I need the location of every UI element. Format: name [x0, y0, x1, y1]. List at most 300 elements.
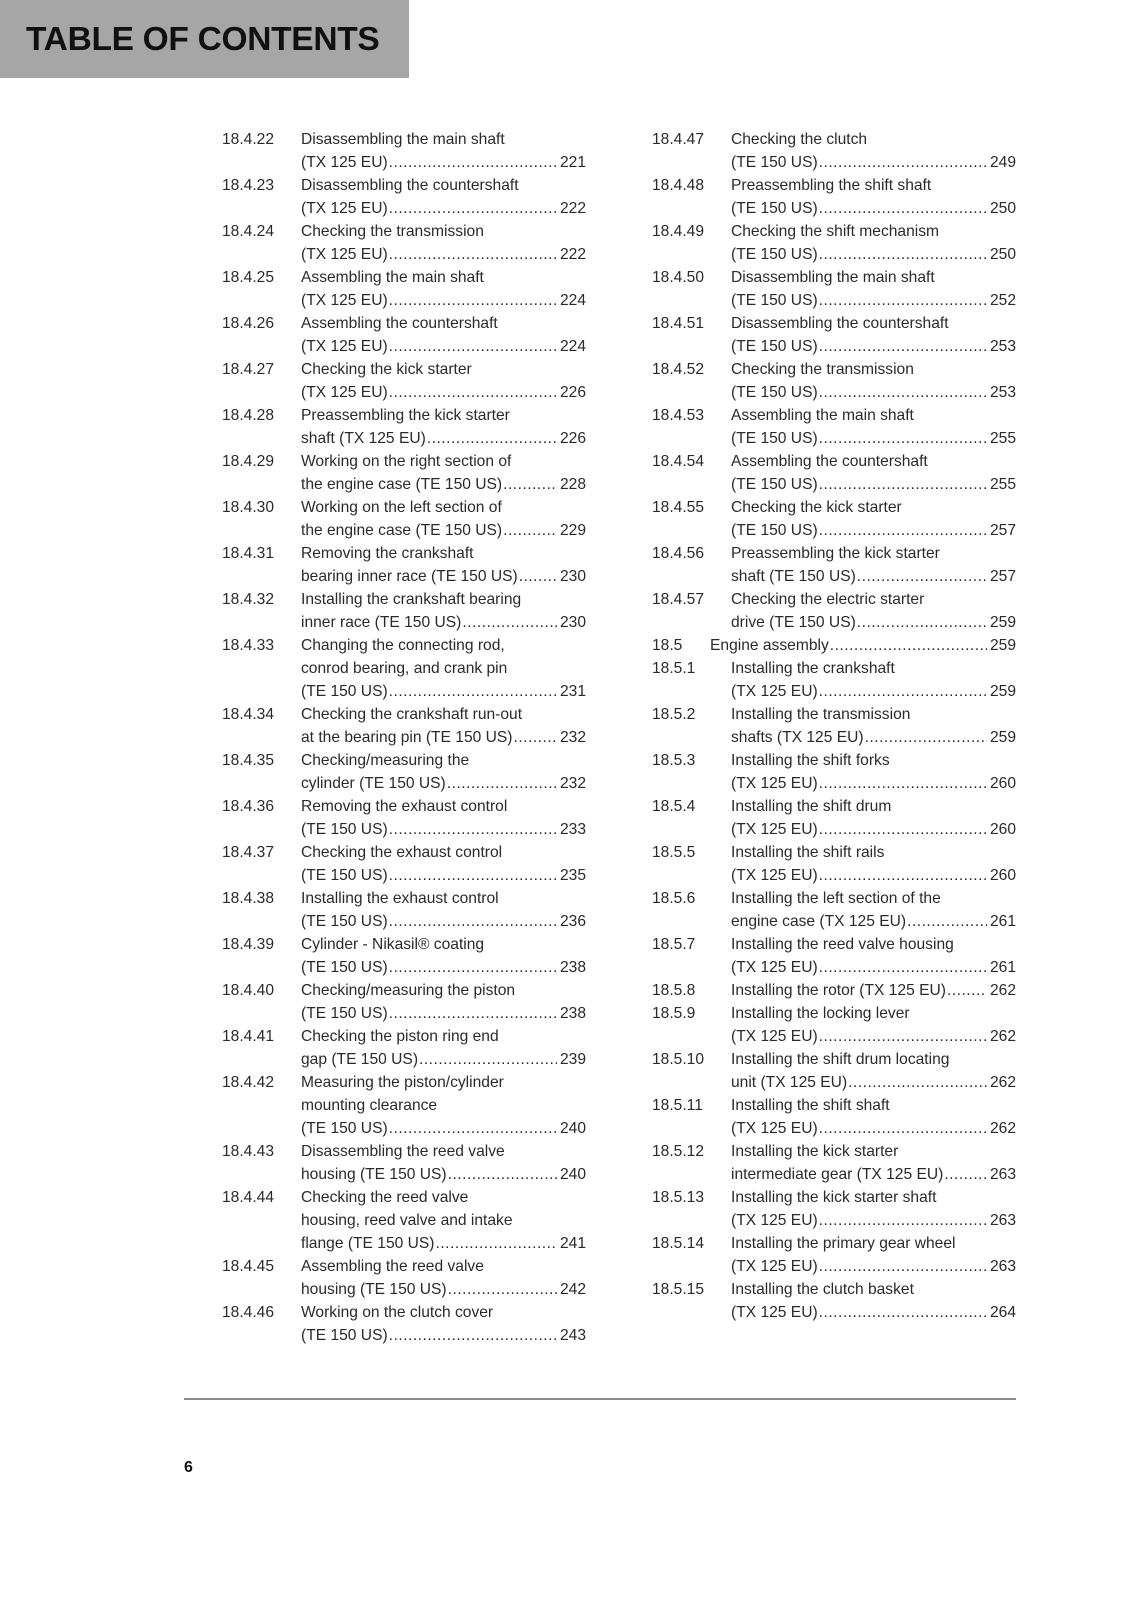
toc-entry[interactable]: [222, 1140, 586, 1186]
page-reference[interactable]: 250: [989, 200, 1016, 217]
entry-title-line: [731, 680, 1016, 703]
toc-entry[interactable]: [222, 404, 586, 450]
dot-leader: [865, 726, 987, 749]
dot-leader: [819, 1117, 987, 1140]
entry-title-line: [301, 128, 586, 151]
title-text: (TE 150 US): [731, 384, 818, 401]
dot-leader: [389, 864, 557, 887]
dot-leader: [389, 910, 557, 933]
page-reference[interactable]: 238: [559, 1005, 586, 1022]
toc-entry[interactable]: [652, 1140, 1016, 1186]
entry-title-line: [731, 864, 1016, 887]
entry-title: [731, 1094, 1016, 1140]
toc-entry[interactable]: [222, 634, 586, 703]
entry-title: [301, 887, 586, 933]
title-text: Checking the kick starter: [301, 361, 472, 378]
title-text: Assembling the main shaft: [301, 269, 484, 286]
page-reference[interactable]: 259: [989, 614, 1016, 631]
page-reference[interactable]: 263: [989, 1258, 1016, 1275]
section-number: 18.4.27: [222, 361, 275, 378]
dot-leader: [819, 381, 987, 404]
section-number: 18.4.25: [222, 269, 275, 286]
title-text: Assembling the reed valve: [301, 1258, 484, 1275]
entry-title-line: [731, 266, 1016, 289]
title-text: cylinder (TE 150 US): [301, 775, 446, 792]
title-text: (TE 150 US): [731, 476, 818, 493]
title-text: (TE 150 US): [731, 154, 818, 171]
page-reference[interactable]: 259: [989, 729, 1016, 746]
dot-leader: [848, 1071, 987, 1094]
title-text: Removing the exhaust control: [301, 798, 508, 815]
entry-title-line: [301, 404, 586, 427]
section-number: 18.4.55: [652, 499, 705, 516]
entry-title-line: [731, 1278, 1016, 1301]
title-text: Installing the shift drum: [731, 798, 892, 815]
dot-leader: [435, 1232, 556, 1255]
page-reference[interactable]: 260: [989, 775, 1016, 792]
page-reference[interactable]: 228: [559, 476, 586, 493]
title-text: (TX 125 EU): [731, 1258, 818, 1275]
toc-entry[interactable]: [222, 358, 586, 404]
toc-entry[interactable]: [652, 933, 1016, 979]
title-text: Preassembling the kick starter: [301, 407, 510, 424]
entry-title: [731, 404, 1016, 450]
toc-entry[interactable]: [652, 1002, 1016, 1048]
dot-leader: [819, 151, 987, 174]
entry-title-line: [301, 174, 586, 197]
page-reference[interactable]: 261: [989, 913, 1016, 930]
section-number: 18.4.43: [222, 1143, 275, 1160]
page-reference[interactable]: 232: [559, 775, 586, 792]
toc-column-left: [222, 128, 586, 1347]
entry-title-line: [731, 703, 1016, 726]
title-text: Checking/measuring the: [301, 752, 470, 769]
section-number: 18.4.47: [652, 131, 705, 148]
toc-entry[interactable]: [222, 795, 586, 841]
entry-title: [301, 404, 586, 450]
toc-entry[interactable]: [652, 1094, 1016, 1140]
page-reference[interactable]: 240: [559, 1120, 586, 1137]
section-number: 18.4.54: [652, 453, 705, 470]
page-reference[interactable]: 262: [989, 1028, 1016, 1045]
entry-title-line: [731, 818, 1016, 841]
dot-leader: [819, 864, 987, 887]
entry-title-line: [301, 1209, 586, 1232]
page-number: 6: [184, 1459, 193, 1476]
toc-section-entry[interactable]: [652, 634, 1016, 657]
title-text: Removing the crankshaft: [301, 545, 474, 562]
title-text: drive (TE 150 US): [731, 614, 856, 631]
dot-leader: [389, 956, 557, 979]
entry-title: [710, 634, 1016, 657]
toc-entry[interactable]: [222, 1255, 586, 1301]
title-text: (TE 150 US): [731, 522, 818, 539]
dot-leader: [427, 427, 557, 450]
page-reference[interactable]: 262: [989, 982, 1016, 999]
toc-entry[interactable]: [222, 841, 586, 887]
toc-entry[interactable]: [652, 749, 1016, 795]
page-reference[interactable]: 261: [989, 959, 1016, 976]
toc-entry[interactable]: [652, 220, 1016, 266]
entry-title-line: [731, 1301, 1016, 1324]
section-number: 18.5: [652, 637, 683, 654]
page-reference[interactable]: 230: [559, 614, 586, 631]
page-reference[interactable]: 260: [989, 867, 1016, 884]
entry-title-line: [301, 1094, 586, 1117]
entry-title-line: [301, 1048, 586, 1071]
section-number: 18.4.46: [222, 1304, 275, 1321]
toc-entry[interactable]: [652, 588, 1016, 634]
entry-title-line: [731, 243, 1016, 266]
page-reference[interactable]: 230: [559, 568, 586, 585]
toc-entry[interactable]: [222, 220, 586, 266]
entry-title: [731, 749, 1016, 795]
title-text: Checking the reed valve: [301, 1189, 469, 1206]
section-number: 18.4.37: [222, 844, 275, 861]
section-number: 18.4.22: [222, 131, 275, 148]
page-reference[interactable]: 241: [559, 1235, 586, 1252]
title-text: Installing the transmission: [731, 706, 911, 723]
title-text: Cylinder - Nikasil® coating: [301, 936, 485, 953]
dot-leader: [389, 151, 557, 174]
page-reference[interactable]: 221: [559, 154, 586, 171]
entry-title: [731, 795, 1016, 841]
toc-entry[interactable]: [652, 450, 1016, 496]
entry-title-line: [301, 358, 586, 381]
section-number: 18.4.50: [652, 269, 705, 286]
title-text: Installing the kick starter: [731, 1143, 899, 1160]
toc-entry[interactable]: [222, 1186, 586, 1255]
title-text: Engine assembly: [710, 637, 829, 654]
toc-entry[interactable]: [222, 450, 586, 496]
entry-title-line: [731, 1117, 1016, 1140]
title-text: housing (TE 150 US): [301, 1166, 447, 1183]
entry-title-line: [731, 611, 1016, 634]
entry-title: [731, 887, 1016, 933]
page-reference[interactable]: 253: [989, 384, 1016, 401]
title-text: (TX 125 EU): [731, 775, 818, 792]
section-number: 18.4.24: [222, 223, 275, 240]
title-text: (TE 150 US): [731, 338, 818, 355]
entry-title-line: [301, 657, 586, 680]
entry-title-line: [731, 174, 1016, 197]
entry-title-line: [301, 243, 586, 266]
section-number: 18.4.48: [652, 177, 705, 194]
page-reference[interactable]: 257: [989, 522, 1016, 539]
page-reference[interactable]: 250: [989, 246, 1016, 263]
toc-entry[interactable]: [222, 703, 586, 749]
section-number: 18.5.14: [652, 1235, 705, 1252]
page-reference[interactable]: 252: [989, 292, 1016, 309]
toc-entry[interactable]: [652, 496, 1016, 542]
page-reference[interactable]: 229: [559, 522, 586, 539]
entry-title: [301, 266, 586, 312]
entry-title-line: [301, 496, 586, 519]
toc-entry[interactable]: [222, 542, 586, 588]
section-number: 18.4.42: [222, 1074, 275, 1091]
entry-title: [301, 1025, 586, 1071]
title-text: Disassembling the countershaft: [301, 177, 519, 194]
entry-title-line: [731, 496, 1016, 519]
section-number: 18.4.23: [222, 177, 275, 194]
entry-title: [301, 128, 586, 174]
toc-entry[interactable]: [652, 795, 1016, 841]
section-number: 18.4.39: [222, 936, 275, 953]
page-reference[interactable]: 222: [559, 246, 586, 263]
section-number: 18.5.7: [652, 936, 696, 953]
dot-leader: [448, 1163, 557, 1186]
entry-title-line: [301, 726, 586, 749]
toc-entry[interactable]: [222, 266, 586, 312]
toc-entry[interactable]: [652, 128, 1016, 174]
entry-title-line: [301, 703, 586, 726]
title-text: Installing the clutch basket: [731, 1281, 914, 1298]
title-text: (TE 150 US): [301, 1327, 388, 1344]
section-number: 18.4.36: [222, 798, 275, 815]
page-reference[interactable]: 226: [559, 430, 586, 447]
title-text: (TX 125 EU): [731, 821, 818, 838]
title-text: (TX 125 EU): [301, 292, 388, 309]
entry-title-line: [731, 795, 1016, 818]
entry-title-line: [301, 1163, 586, 1186]
title-text: Preassembling the kick starter: [731, 545, 940, 562]
title-text: (TX 125 EU): [731, 867, 818, 884]
entry-title: [731, 496, 1016, 542]
toc-entry[interactable]: [222, 128, 586, 174]
title-text: Measuring the piston/cylinder: [301, 1074, 504, 1091]
toc-entry[interactable]: [652, 703, 1016, 749]
page-reference[interactable]: 243: [559, 1327, 586, 1344]
entry-title: [301, 1301, 586, 1347]
entry-title-line: [301, 979, 586, 1002]
entry-title: [301, 841, 586, 887]
section-number: 18.5.1: [652, 660, 696, 677]
section-number: 18.4.52: [652, 361, 705, 378]
title-text: Installing the reed valve housing: [731, 936, 954, 953]
toc-entry[interactable]: [652, 841, 1016, 887]
page-reference[interactable]: 240: [559, 1166, 586, 1183]
dot-leader: [503, 473, 557, 496]
page-reference[interactable]: 239: [559, 1051, 586, 1068]
entry-title-line: [731, 381, 1016, 404]
toc-entry[interactable]: [222, 749, 586, 795]
entry-title-line: [731, 358, 1016, 381]
entry-title: [731, 979, 1016, 1002]
page-reference[interactable]: 259: [989, 683, 1016, 700]
page-reference[interactable]: 236: [559, 913, 586, 930]
entry-title: [731, 312, 1016, 358]
toc-entry[interactable]: [652, 312, 1016, 358]
entry-title-line: [731, 1232, 1016, 1255]
entry-title: [731, 588, 1016, 634]
entry-title: [301, 588, 586, 634]
entry-title-line: [301, 1324, 586, 1347]
toc-entry[interactable]: [652, 404, 1016, 450]
page-reference[interactable]: 264: [989, 1304, 1016, 1321]
entry-title: [301, 1071, 586, 1140]
toc-entry[interactable]: [652, 657, 1016, 703]
title-text: mounting clearance: [301, 1097, 438, 1114]
dot-leader: [819, 473, 987, 496]
title-text: Checking the piston ring end: [301, 1028, 499, 1045]
title-text: shafts (TX 125 EU): [731, 729, 864, 746]
title-text: flange (TE 150 US): [301, 1235, 435, 1252]
page-reference[interactable]: 255: [989, 476, 1016, 493]
section-number: 18.5.5: [652, 844, 696, 861]
toc-entry[interactable]: [652, 266, 1016, 312]
title-text: (TE 150 US): [731, 292, 818, 309]
section-number: 18.4.30: [222, 499, 275, 516]
title-text: Installing the exhaust control: [301, 890, 499, 907]
page-reference[interactable]: 249: [989, 154, 1016, 171]
page-reference[interactable]: 262: [989, 1074, 1016, 1091]
entry-title-line: [301, 542, 586, 565]
toc-entry[interactable]: [652, 1278, 1016, 1324]
toc-entry[interactable]: [652, 358, 1016, 404]
page-reference[interactable]: 235: [559, 867, 586, 884]
entry-title: [731, 1002, 1016, 1048]
title-text: Installing the shift forks: [731, 752, 890, 769]
entry-title: [301, 979, 586, 1025]
toc-entry[interactable]: [222, 933, 586, 979]
toc-entry[interactable]: [222, 588, 586, 634]
toc-entry[interactable]: [222, 1071, 586, 1140]
toc-entry[interactable]: [222, 1301, 586, 1347]
entry-title-line: [731, 1094, 1016, 1117]
entry-title: [301, 1186, 586, 1255]
entry-title-line: [731, 542, 1016, 565]
title-text: shaft (TE 150 US): [731, 568, 856, 585]
toc-entry[interactable]: [222, 312, 586, 358]
entry-title: [301, 312, 586, 358]
page-reference[interactable]: 257: [989, 568, 1016, 585]
entry-title: [731, 220, 1016, 266]
toc-entry[interactable]: [652, 174, 1016, 220]
toc-entry[interactable]: [222, 887, 586, 933]
header-band: [0, 0, 409, 78]
page-reference[interactable]: 232: [559, 729, 586, 746]
title-text: (TE 150 US): [731, 430, 818, 447]
title-text: Checking the crankshaft run-out: [301, 706, 523, 723]
title-text: Checking/measuring the piston: [301, 982, 516, 999]
section-number: 18.4.49: [652, 223, 705, 240]
dot-leader: [389, 243, 557, 266]
page-reference[interactable]: 222: [559, 200, 586, 217]
title-text: (TX 125 EU): [731, 959, 818, 976]
footer-divider: [184, 1398, 1016, 1400]
page-reference[interactable]: 263: [989, 1166, 1016, 1183]
page-reference[interactable]: 255: [989, 430, 1016, 447]
entry-title: [731, 1278, 1016, 1324]
toc-entry[interactable]: [222, 979, 586, 1025]
section-number: 18.5.3: [652, 752, 696, 769]
title-text: Installing the shift rails: [731, 844, 885, 861]
title-text: Installing the crankshaft bearing: [301, 591, 522, 608]
page-reference[interactable]: 259: [989, 637, 1016, 654]
page-reference[interactable]: 238: [559, 959, 586, 976]
page-reference[interactable]: 253: [989, 338, 1016, 355]
dot-leader: [819, 335, 987, 358]
entry-title-line: [301, 956, 586, 979]
section-number: 18.4.53: [652, 407, 705, 424]
entry-title: [301, 220, 586, 266]
title-text: (TX 125 EU): [731, 1028, 818, 1045]
entry-title-line: [731, 933, 1016, 956]
toc-entry[interactable]: [652, 1232, 1016, 1278]
page-reference[interactable]: 226: [559, 384, 586, 401]
section-number: 18.5.8: [652, 982, 696, 999]
entry-title-line: [731, 588, 1016, 611]
entry-title-line: [301, 1002, 586, 1025]
entry-title-line: [731, 1186, 1016, 1209]
entry-title-line: [731, 450, 1016, 473]
toc-entry[interactable]: [652, 887, 1016, 933]
entry-title-line: [710, 634, 1016, 657]
entry-title-line: [731, 887, 1016, 910]
toc-entry[interactable]: [222, 1025, 586, 1071]
entry-title-line: [301, 473, 586, 496]
page-reference[interactable]: 260: [989, 821, 1016, 838]
title-text: at the bearing pin (TE 150 US): [301, 729, 513, 746]
entry-title-line: [301, 220, 586, 243]
page-reference[interactable]: 263: [989, 1212, 1016, 1229]
dot-leader: [830, 634, 987, 657]
toc-entry[interactable]: [652, 1048, 1016, 1094]
entry-title-line: [301, 795, 586, 818]
title-text: Assembling the countershaft: [301, 315, 498, 332]
page-reference[interactable]: 262: [989, 1120, 1016, 1137]
entry-title-line: [731, 519, 1016, 542]
dot-leader: [819, 427, 987, 450]
entry-title-line: [731, 1163, 1016, 1186]
title-text: Working on the right section of: [301, 453, 512, 470]
entry-title-line: [301, 519, 586, 542]
section-number: 18.4.35: [222, 752, 275, 769]
toc-entry[interactable]: [222, 174, 586, 220]
title-text: Installing the kick starter shaft: [731, 1189, 937, 1206]
entry-title-line: [731, 404, 1016, 427]
entry-title-line: [301, 289, 586, 312]
entry-title-line: [301, 1117, 586, 1140]
toc-entry[interactable]: [652, 1186, 1016, 1232]
dot-leader: [819, 289, 987, 312]
entry-title-line: [731, 289, 1016, 312]
title-text: Installing the rotor (TX 125 EU): [731, 982, 946, 999]
entry-title-line: [731, 128, 1016, 151]
page-reference[interactable]: 224: [559, 338, 586, 355]
toc-entry[interactable]: [652, 542, 1016, 588]
entry-title-line: [301, 427, 586, 450]
entry-title-line: [301, 197, 586, 220]
entry-title-line: [301, 772, 586, 795]
dot-leader: [857, 611, 987, 634]
toc-entry[interactable]: [652, 979, 1016, 1002]
toc-entry[interactable]: [222, 496, 586, 542]
section-number: 18.4.32: [222, 591, 275, 608]
entry-title-line: [301, 841, 586, 864]
entry-title-line: [731, 956, 1016, 979]
entry-title: [731, 266, 1016, 312]
page-reference[interactable]: 242: [559, 1281, 586, 1298]
section-number: 18.4.51: [652, 315, 705, 332]
dot-leader: [944, 1163, 987, 1186]
title-text: Checking the electric starter: [731, 591, 925, 608]
page-reference[interactable]: 231: [559, 683, 586, 700]
dot-leader: [907, 910, 987, 933]
page-reference[interactable]: 224: [559, 292, 586, 309]
page-reference[interactable]: 233: [559, 821, 586, 838]
entry-title-line: [301, 381, 586, 404]
